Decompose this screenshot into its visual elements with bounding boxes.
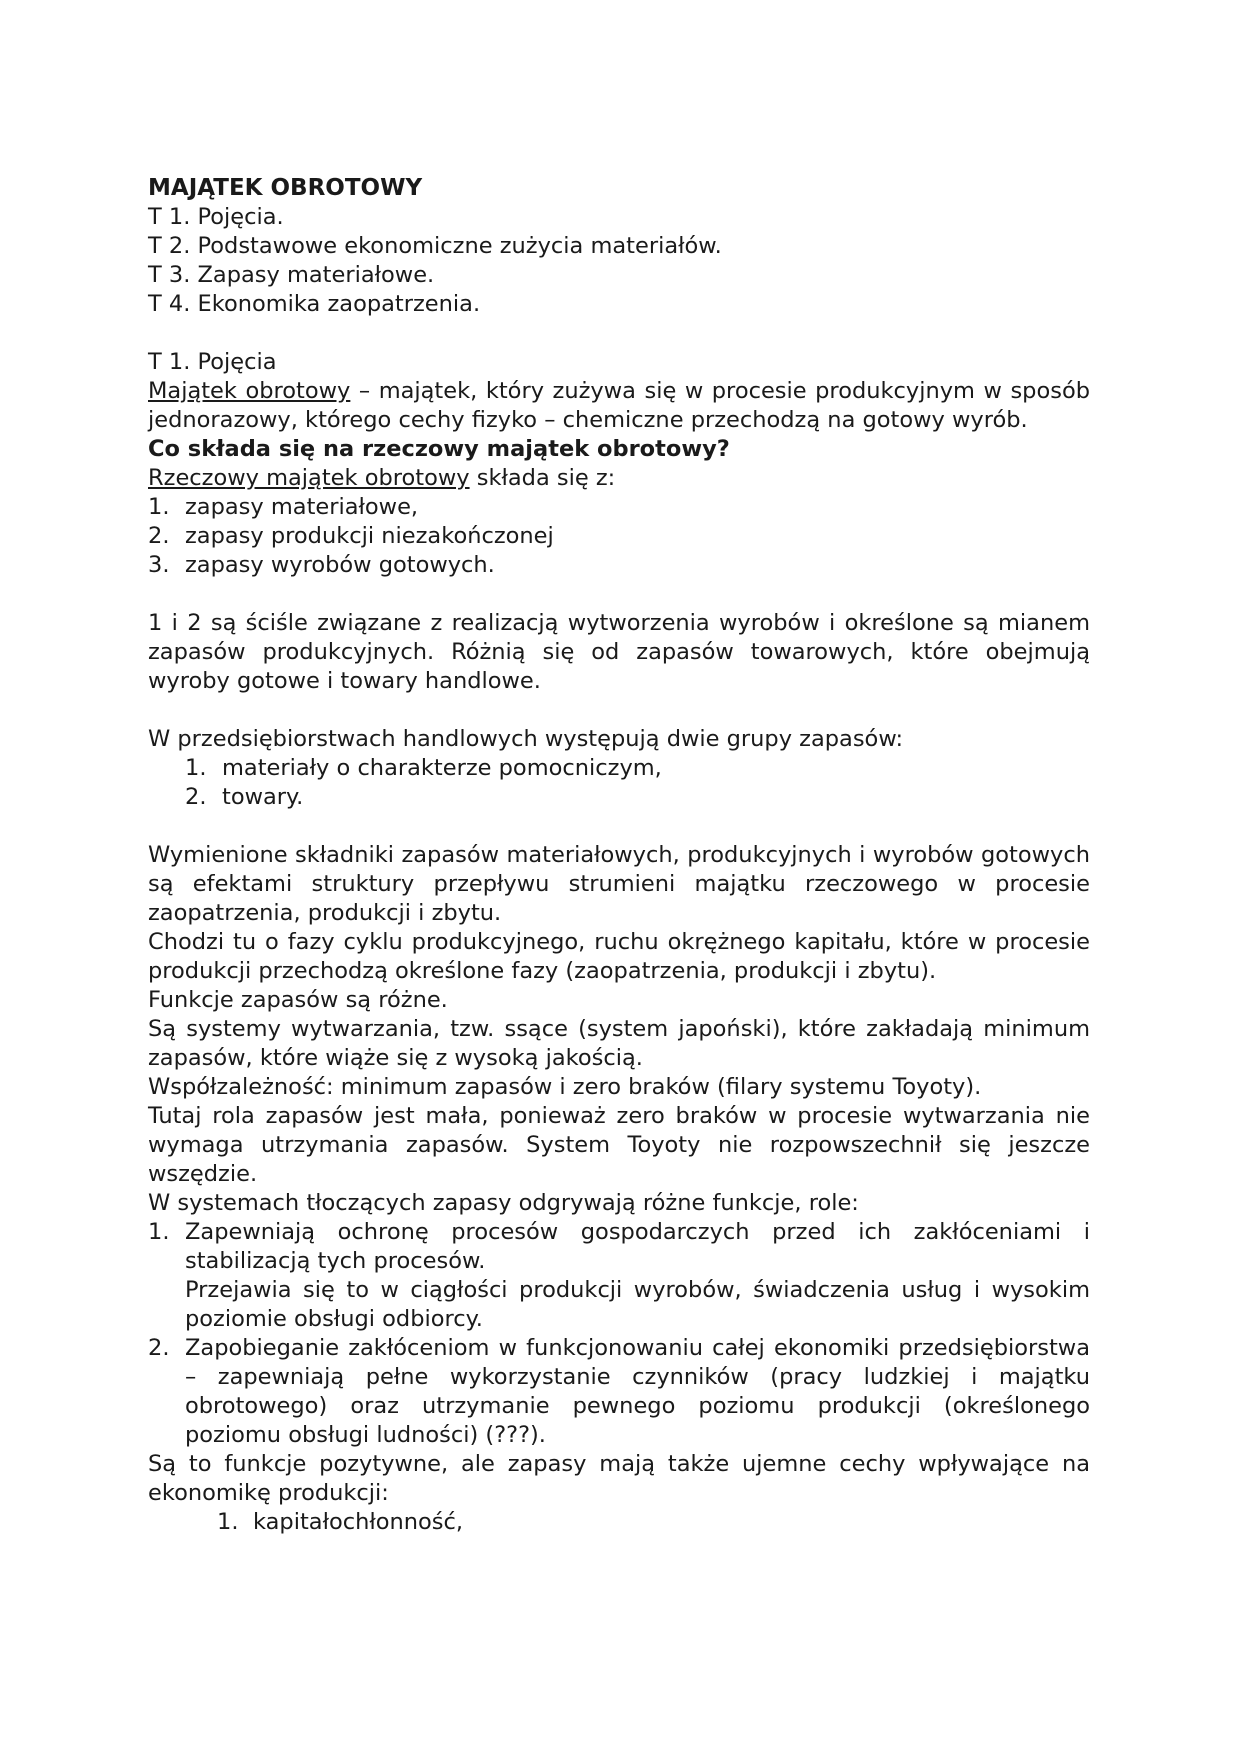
list-text: kapitałochłonność,: [253, 1509, 464, 1535]
document-page: [148, 174, 1090, 1537]
list-number: 2.: [185, 784, 207, 810]
paragraph: Są to funkcje pozytywne, ale zapasy mają także ujemne cechy wpływające na ekonomikę produkcji:: [148, 1451, 1090, 1506]
paragraph: Wymienione składniki zapasów materiałowych, produkcyjnych i wyrobów gotowych są efektami struktury przepływu strumieni majątku rzeczowego w procesie zaopatrzenia, produkcji i zbytu.: [148, 842, 1090, 926]
functions-list: [148, 1218, 1090, 1450]
section-heading: T 1. Pojęcia: [148, 349, 277, 375]
list-text: zapasy produkcji niezakończonej: [185, 523, 554, 549]
list-number: 1.: [148, 494, 170, 520]
trade-inventory-list: [148, 754, 1090, 812]
list-number: 3.: [148, 552, 170, 578]
paragraph: W systemach tłoczących zapasy odgrywają różne funkcje, role:: [148, 1190, 859, 1216]
spacer: [148, 319, 1090, 348]
list-number: 2.: [148, 523, 170, 549]
toc-item: T 4. Ekonomika zaopatrzenia.: [148, 291, 481, 317]
list-number: 2.: [148, 1335, 170, 1361]
toc-item: T 3. Zapasy materiałowe.: [148, 262, 435, 288]
spacer: [148, 812, 1090, 841]
paragraph: Chodzi tu o fazy cyklu produkcyjnego, ruchu okrężnego kapitału, które w procesie produkcji przechodzą określone fazy (zaopatrzenia, produkcji i zbytu).: [148, 929, 1090, 984]
definition-term: Majątek obrotowy: [148, 378, 351, 404]
composition-text: składa się z:: [469, 465, 616, 491]
paragraph: W przedsiębiorstwach handlowych występują dwie grupy zapasów:: [148, 726, 904, 752]
list-number: 1.: [217, 1509, 239, 1535]
list-item: [148, 522, 1090, 551]
list-text: materiały o charakterze pomocniczym,: [222, 755, 662, 781]
paragraph: Funkcje zapasów są różne.: [148, 987, 448, 1013]
negative-features-list: [148, 1508, 1090, 1537]
list-text: zapasy materiałowe,: [185, 494, 419, 520]
spacer: [148, 696, 1090, 725]
list-text: zapasy wyrobów gotowych.: [185, 552, 495, 578]
paragraph: Są systemy wytwarzania, tzw. ssące (system japoński), które zakładają minimum zapasów, które wiąże się z wysoką jakością.: [148, 1016, 1090, 1071]
list-text: Zapewniają ochronę procesów gospodarczych przed ich zakłóceniami i stabilizacją tych procesów.: [185, 1219, 1090, 1274]
list-item: [185, 783, 1090, 812]
composition-term: Rzeczowy majątek obrotowy: [148, 465, 470, 491]
question-heading: Co składa się na rzeczowy majątek obrotowy?: [148, 436, 730, 462]
list-text: towary.: [222, 784, 304, 810]
table-of-contents: [148, 203, 1090, 319]
document-title: MAJĄTEK OBROTOWY: [148, 175, 423, 201]
toc-item: T 1. Pojęcia.: [148, 204, 284, 230]
composition-list: [148, 493, 1090, 580]
definition-paragraph: [148, 377, 1090, 435]
paragraph: 1 i 2 są ściśle związane z realizacją wytworzenia wyrobów i określone są mianem zapasów produkcyjnych. Różnią się od zapasów towarowych, które obejmują wyroby gotowe i towary handlowe.: [148, 610, 1090, 694]
paragraph: Tutaj rola zapasów jest mała, ponieważ zero braków w procesie wytwarzania nie wymaga utrzymania zapasów. System Toyoty nie rozpowszechnił się jeszcze wszędzie.: [148, 1103, 1090, 1187]
list-item: [148, 551, 1090, 580]
toc-item: T 2. Podstawowe ekonomiczne zużycia materiałów.: [148, 233, 722, 259]
list-subtext: Przejawia się to w ciągłości produkcji wyrobów, świadczenia usług i wysokim poziomie obsługi odbiorcy.: [185, 1277, 1090, 1332]
list-item: [148, 1218, 1090, 1334]
spacer: [148, 580, 1090, 609]
paragraph: Współzależność: minimum zapasów i zero braków (filary systemu Toyoty).: [148, 1074, 982, 1100]
list-number: 1.: [148, 1219, 170, 1245]
list-number: 1.: [185, 755, 207, 781]
list-item: [148, 1334, 1090, 1450]
list-item-body: [185, 1218, 1090, 1334]
list-text: Zapobieganie zakłóceniom w funkcjonowaniu całej ekonomiki przedsiębiorstwa – zapewniają pełne wykorzystanie czynników (pracy ludzkiej i majątku obrotowego) oraz utrzymanie pewnego poziomu produkcji (określonego poziomu obsługi ludności) (???).: [185, 1335, 1090, 1448]
list-item: [185, 754, 1090, 783]
composition-intro: [148, 464, 1090, 493]
list-item: [217, 1508, 1090, 1537]
list-item: [148, 493, 1090, 522]
definition-text: – majątek, który zużywa się w procesie produkcyjnym w sposób jednorazowy, którego cechy fizyko – chemiczne przechodzą na gotowy wyrób.: [148, 378, 1090, 433]
